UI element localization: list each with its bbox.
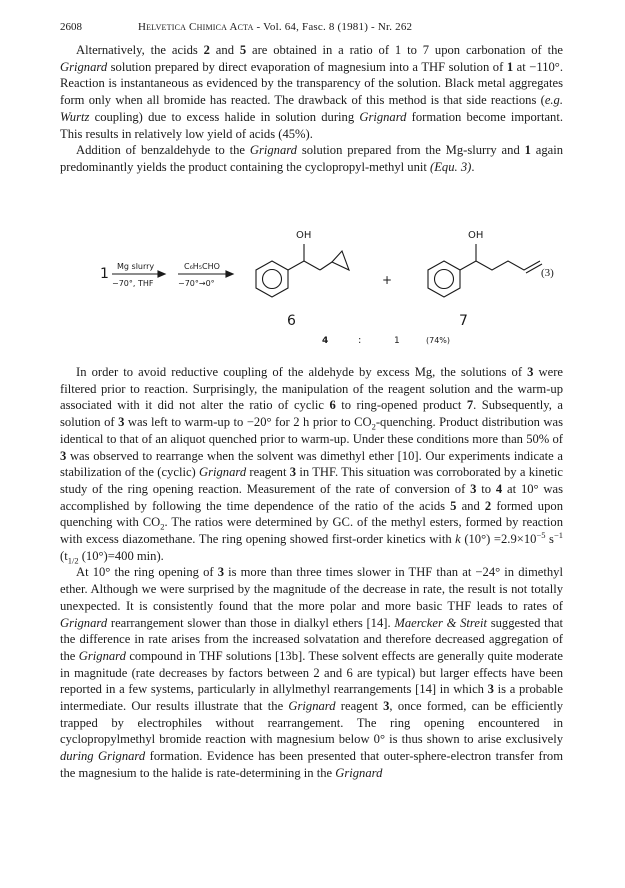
- paragraph-benzaldehyde: Addition of benzaldehyde to the Grignard solution prepared from the Mg-slurry and 1 again predominantly yields the product containing the cyclopropyl-methyl unit (Equ. 3).: [60, 143, 563, 174]
- paragraph-filtration-kinetics: In order to avoid reductive coupling of the aldehyde by excess Mg, the solutions of 3 were filtered prior to reaction. Surprisingly, the manipulation of the reagent solution and the warm-up associated with it did not alter the ratio of cyclic 6 to ring-opened product 7. Subsequently, a solution of 3 was left to warm-up to −20° for 2 h prior to $CO_2$-quenching. Product distribution was identical to that of an aliquot quenched prior to warm-up. Under these conditions more than 50% of 3 was observed to rearrange when the solvent was dimethyl ether [10]. Our experiments indicate a stabilization of the (cyclic) Grignard reagent 3 in THF. This situation was corroborated by a kinetic study of the ring opening reaction. Measurement of the rate of conversion of 3 to 4 at 10° was accomplished by following the time dependence of the ratio of the acids 5 and 2 formed upon quenching with $CO_2$. The ratios were determined by GC. of the methyl esters, formed by reaction with excess diazomethane. The ring opening showed first-order kinetics with k $(10^\circ) =2.9\times 10^{-5}$ $s^{-1}$ ($t_{1/2}$ (10°)=400 min).: [60, 365, 564, 566]
- hydroxyl-label-6: OH: [296, 230, 312, 241]
- reagent-1-top: Mg slurry: [117, 262, 155, 271]
- running-header: [60, 20, 560, 34]
- product-7-structure: [428, 244, 542, 297]
- volume-info: - Vol. 64, Fasc. 8 (1981) - Nr. 262: [253, 21, 413, 33]
- page-number: 2608: [60, 21, 82, 33]
- bond-ch2-to-cyclopropyl: [320, 262, 332, 270]
- reagent-2-top: C₆H₅CHO: [184, 262, 220, 271]
- ratio-value-6: 4: [322, 336, 329, 346]
- combined-yield: (74%): [426, 336, 451, 345]
- paragraph-solvent-effects: At 10° the ring opening of 3 is more than three times slower in THF than at −24° in dimethyl ether. Although we were surprised by the magnitude of the decrease in rate, the result is not totally unexpected. It is consistently found that the more polar and more basic THF leads to rates of Grignard rearrangement slower than those in dialkyl ethers [14]. Maercker & Streit suggested that the difference in rate arises from the increased solvatation and therefore decreased aggregation of the Grignard compound in THF solutions [13b]. These solvent effects are generally quite moderate in magnitude (rate decreases by factors between 2 and 6 are typical) but larger effects have been reported in a few systems, particularly in allylmethyl rearrangements [14] in which 3 is a probable intermediate. Our results illustrate that the Grignard reagent 3, once formed, can be efficiently trapped by electrophiles without rearrangement. The ring opening encountered in cyclopropylmethyl bromide reaction with magnesium below 0° is thus shown to arise exclusively during Grignard formation. Evidence has been presented that outer-sphere-electron transfer from the magnesium to the halide is rate-determining in the Grignard: [60, 565, 564, 780]
- ratio-value-7: 1: [394, 336, 400, 346]
- terminal-double-bond: [526, 264, 542, 273]
- journal-running-head: [138, 20, 412, 34]
- body-text-top: [60, 42, 563, 176]
- product-6-structure: [256, 244, 349, 297]
- product-6-label: 6: [287, 313, 296, 329]
- journal-name: Helvetica Chimica Acta: [138, 21, 254, 33]
- cyclopropyl-ring: [332, 251, 349, 270]
- aromatic-circle-7: [435, 270, 454, 289]
- benzene-ring-7: [428, 261, 460, 297]
- bond-carbinol-to-ch2-6: [304, 261, 320, 270]
- ratio-separator: :: [358, 335, 362, 346]
- body-text-bottom: [60, 364, 563, 782]
- bond-ring-to-carbinol-7: [460, 261, 476, 270]
- aromatic-circle-6: [263, 270, 282, 289]
- reagent-2-bottom: −70°→0°: [178, 279, 215, 288]
- bond-ring-to-carbinol-6: [288, 261, 304, 270]
- starting-material-label: 1: [100, 266, 109, 282]
- reaction-scheme-svg: [60, 222, 563, 357]
- benzene-ring-6: [256, 261, 288, 297]
- reaction-scheme-equation-3: [60, 222, 563, 357]
- reagent-1-bottom: −70°, THF: [112, 279, 154, 288]
- equation-number: (3): [541, 267, 554, 279]
- arrow-head-1: [158, 271, 165, 277]
- butenyl-chain: [476, 261, 540, 270]
- plus-sign: +: [382, 273, 393, 287]
- paragraph-carbonation: Alternatively, the acids 2 and 5 are obtained in a ratio of 1 to 7 upon carbonation of the Grignard solution prepared by direct evaporation of magnesium into a THF solution of 1 at −110°. Reaction is instantaneous as evidenced by the transparency of the solution. Black metal aggregates form only when all bromide has reacted. The drawback of this method is that side reactions (e.g. Wurtz coupling) due to excess halide in solution during Grignard formation become important. This results in relatively low yield of acids (45%).: [60, 43, 563, 141]
- product-7-label: 7: [459, 313, 468, 329]
- arrow-head-2: [226, 271, 233, 277]
- hydroxyl-label-7: OH: [468, 230, 484, 241]
